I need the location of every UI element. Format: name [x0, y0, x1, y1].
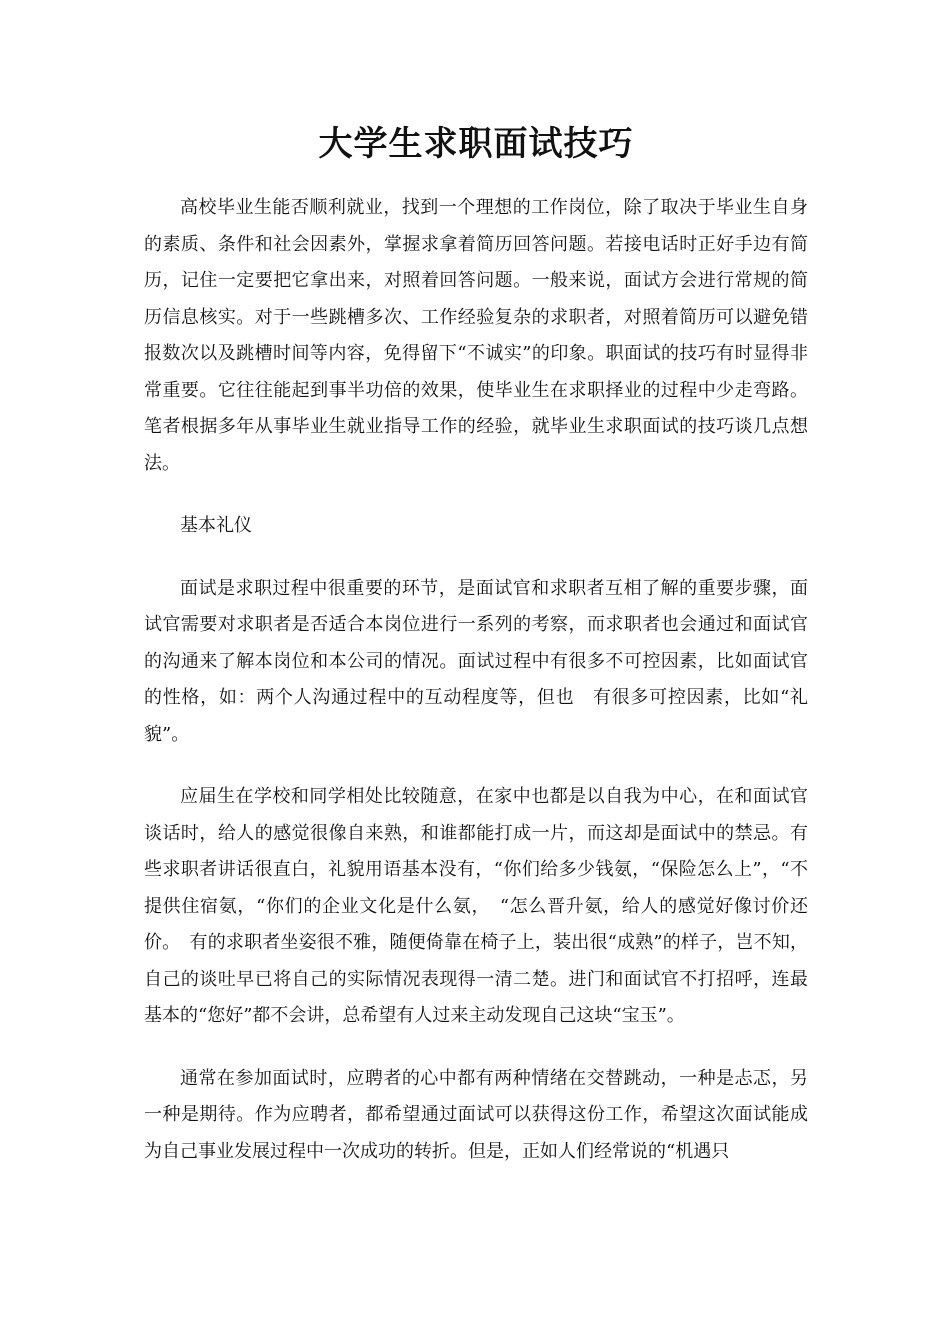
paragraph-interview-emotions: 通常在参加面试时，应聘者的心中都有两种情绪在交替跳动，一种是忐忑，另一种是期待。作为应聘者，都希望通过面试可以获得这份工作，希望这次面试能成为自己事业发展过程中一次成功的转折。但是，正如人们经常说的“机遇只 — [144, 1067, 808, 1162]
section-heading-etiquette: 基本礼仪 — [180, 515, 252, 536]
paragraph-graduate-behavior: 应届生在学校和同学相处比较随意，在家中也都是以自我为中心，在和面试官谈话时，给人的感觉很像自来熟，和谁都能打成一片，而这却是面试中的禁忌。有些求职者讲话很直白，礼貌用语基本没有，“你们给多少钱氨，“保险怎么上”，“不提供住宿氨，“你们的企业文化是什么氨， “怎么晋升氨，给人的感觉好像讨价还价。 有的求职者坐姿很不雅，随便倚靠在椅子上，装出很“成熟”的样子，岂不知，自己的谈吐早已将自己的实际情况表现得一清二楚。进门和面试官不打招呼，连最基本的“您好”都不会讲，总希望有人过来主动发现自己这块“宝玉”。 — [144, 786, 808, 1026]
paragraph-intro: 高校毕业生能否顺利就业，找到一个理想的工作岗位，除了取决于毕业生自身的素质、条件和社会因素外，掌握求拿着简历回答问题。若接电话时正好手边有简历，记住一定要把它拿出来，对照着回答问题。一般来说，面试方会进行常规的简历信息核实。对于一些跳槽多次、工作经验复杂的求职者，对照着简历可以避免错报数次以及跳槽时间等内容，免得留下“不诚实”的印象。职面试的技巧有时显得非常重要。它往往能起到事半功倍的效果，使毕业生在求职择业的过程中少走弯路。笔者根据多年从事毕业生就业指导工作的经验，就毕业生求职面试的技巧谈几点想法。 — [144, 197, 808, 474]
paragraph-interview-importance: 面试是求职过程中很重要的环节，是面试官和求职者互相了解的重要步骤，面试官需要对求职者是否适合本岗位进行一系列的考察，而求职者也会通过和面试官的沟通来了解本岗位和本公司的情况。面试过程中有很多不可控因素，比如面试官的性格，如：两个人沟通过程中的互动程度等，但也 有很多可控因素，比如“礼貌”。 — [144, 577, 808, 745]
document-title: 大学生求职面试技巧 — [318, 124, 634, 164]
